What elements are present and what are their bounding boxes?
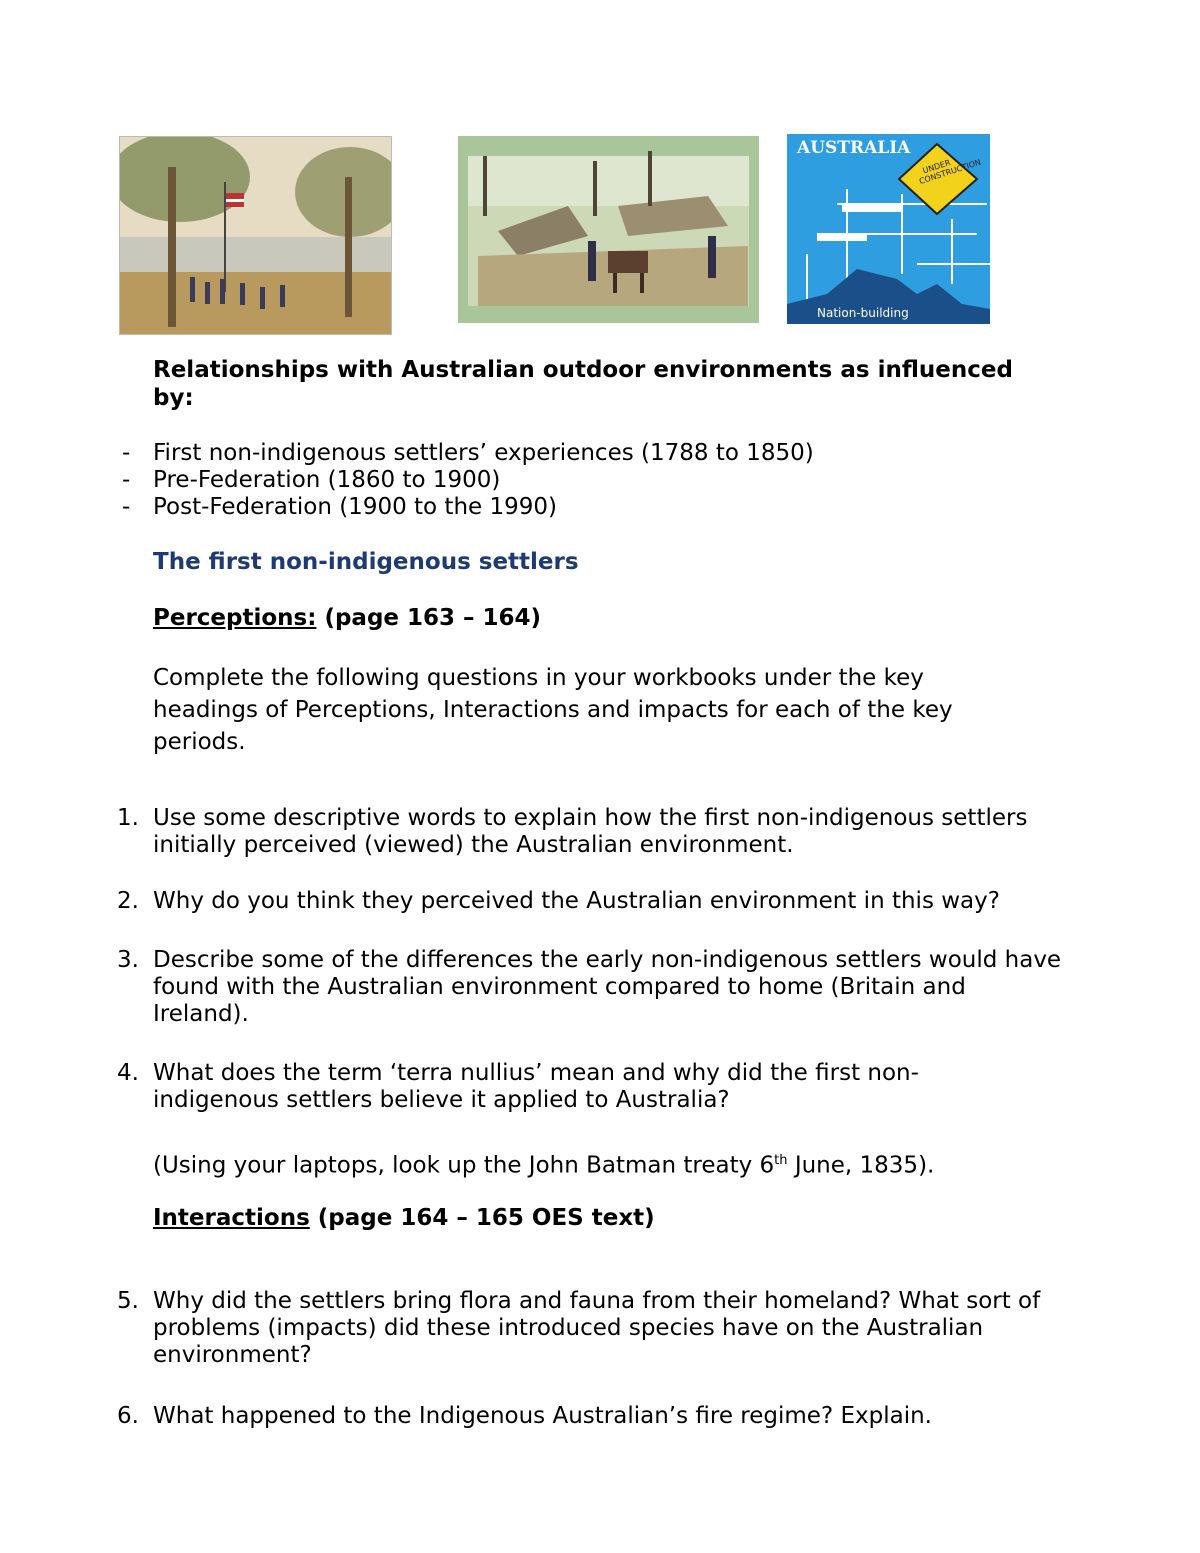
section-title: The first non-indigenous settlers <box>153 549 579 575</box>
goldfields-illustration-art <box>458 136 759 323</box>
question-text: Why did the settlers bring flora and fauna from their homeland? What sort of problems (impacts) did these introduced species have on the Australian environment? <box>153 1288 1041 1368</box>
perceptions-pages: (page 163 – 164) <box>324 605 542 631</box>
period-item: First non-indigenous settlers’ experiences (1788 to 1850) <box>153 440 814 466</box>
goldfields-illustration <box>458 136 759 323</box>
question-number: 2. <box>117 888 139 914</box>
australia-under-construction-poster <box>787 134 990 324</box>
page-heading: Relationships with Australian outdoor environments as influenced by: <box>153 357 1013 411</box>
note-text-after: June, 1835). <box>787 1152 935 1179</box>
period-item: Post-Federation (1900 to the 1990) <box>153 494 557 520</box>
note-superscript: th <box>774 1153 788 1168</box>
interactions-heading <box>153 1205 1083 1232</box>
flag-raising-painting-art <box>120 137 391 334</box>
question-text: Use some descriptive words to explain how the first non-indigenous settlers initially perceived (viewed) the Australian environment. <box>153 805 1028 858</box>
question-text: Describe some of the differences the early non-indigenous settlers would have found with the Australian environment compared to home (Britain and Ireland). <box>153 947 1062 1027</box>
interactions-label: Interactions <box>153 1205 310 1231</box>
list-dash: - <box>122 467 131 493</box>
poster-heading: AUSTRALIA <box>797 138 911 158</box>
intro-paragraph: Complete the following questions in your workbooks under the key headings of Perceptions, Interactions and impacts for each of the key periods. <box>153 665 953 755</box>
interactions-pages: (page 164 – 165 OES text) <box>317 1205 655 1231</box>
question-number: 4. <box>117 1060 139 1086</box>
question-number: 6. <box>117 1403 139 1429</box>
period-item: Pre-Federation (1860 to 1900) <box>153 467 501 493</box>
poster-caption: Nation-building <box>817 306 909 320</box>
flag-raising-painting <box>119 136 392 335</box>
question-number: 5. <box>117 1288 139 1314</box>
poster-sign-text: UNDER CONSTRUCTION <box>918 157 983 187</box>
question-text: What does the term ‘terra nullius’ mean and why did the first non-indigenous settlers believe it applied to Australia? <box>153 1060 919 1113</box>
question-text: Why do you think they perceived the Australian environment in this way? <box>153 888 1000 914</box>
batman-treaty-note <box>153 1147 1083 1180</box>
list-dash: - <box>122 440 131 466</box>
perceptions-heading <box>153 605 1083 632</box>
poster-art <box>787 134 990 324</box>
question-number: 3. <box>117 947 139 973</box>
list-dash: - <box>122 494 131 520</box>
note-text-before: (Using your laptops, look up the John Batman treaty 6 <box>153 1152 775 1179</box>
question-number: 1. <box>117 805 139 831</box>
perceptions-label: Perceptions: <box>153 605 317 631</box>
question-text: What happened to the Indigenous Australian’s fire regime? Explain. <box>153 1403 932 1429</box>
